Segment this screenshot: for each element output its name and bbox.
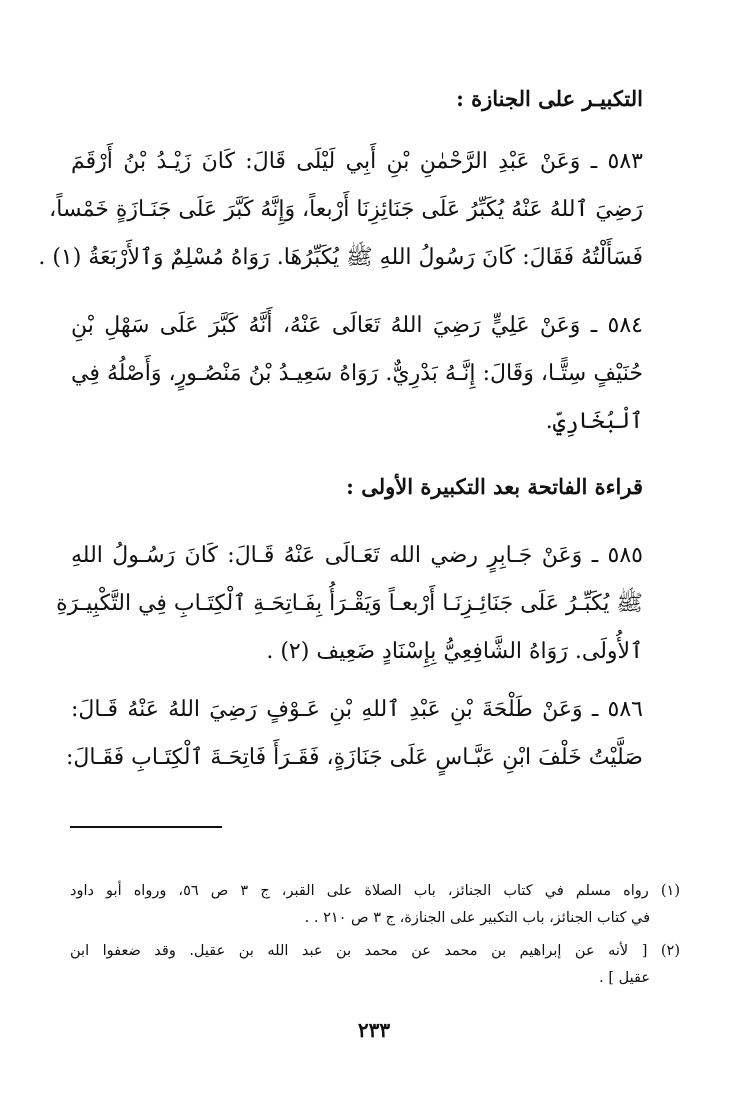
hadith-584	[71, 302, 643, 446]
hadith-585-line-3: ٱلأُولَى. رَوَاهُ الشَّافِعِيُّ بِإِسْنَادٍ ضَعِيف (٢) .	[266, 639, 643, 664]
hadith-584-line-1: ٥٨٤ ـ وَعَنْ عَلِيٍّ رَضِيَ اللهُ تَعَالَى عَنْهُ، أَنَّهُ كَبَّرَ عَلَى سَهْلِ بْنِ	[71, 313, 643, 338]
hadith-584-line-2: حُنَيْفٍ سِتًّـا، وَقَالَ: إِنَّـهُ بَدْرِيٌّ. رَوَاهُ سَعِيـدُ بْنُ مَنْصُـورٍ، وَأَصْلُهُ فِي	[71, 361, 643, 386]
hadith-583-line-3: فَسَأَلْتُهُ فَقَالَ: كَانَ رَسُولُ اللهِ ﷺ يُكَبِّرُهَا. رَوَاهُ مُسْلِمٌ وَٱلأَرْبَعَةُ (١) .	[38, 245, 643, 270]
hadith-585	[56, 532, 643, 676]
hadith-586-line-2: صَلَّيْتُ خَلْفَ ابْنِ عَبَّـاسٍ عَلَى جَنَازَةٍ، فَقَـرَأَ فَاتِحَـةَ ٱلْكِتَـابِ فَقَـالَ:	[65, 745, 643, 770]
hadith-585-line-1: ٥٨٥ ـ وَعَنْ جَـابِرٍ رضي الله تَعَـالَى عَنْهُ قَـالَ: كَانَ رَسُـولُ اللهِ	[71, 543, 643, 568]
section-heading-janaza-takbir: التكبيـر على الجنازة :	[456, 86, 643, 111]
hadith-583	[38, 138, 643, 282]
hadith-586	[65, 686, 643, 782]
footnote-separator	[70, 826, 222, 828]
hadith-584-line-3: ٱلْبُخَارِيِّ.	[545, 409, 643, 434]
footnotes	[70, 878, 680, 992]
footnote-1-line-1: (١) رواه مسلم في كتاب الجنائز، باب الصلاة على القبر، ج ٣ ص ٥٦، ورواه أبو داود	[70, 883, 680, 899]
hadith-583-line-2: رَضِيَ ٱللهُ عَنْهُ يُكَبِّرُ عَلَى جَنَائِزِنَا أَرْبعاً، وَإِنَّهُ كَبَّرَ عَلَى جَنَـازَةٍ خَمْساً،	[49, 197, 643, 222]
page-number: ٢٣٣	[357, 1018, 391, 1042]
hadith-586-line-1: ٥٨٦ ـ وَعَنْ طَلْحَةَ بْنِ عَبْدِ ٱللهِ بْنِ عَـوْفٍ رَضِيَ اللهُ عَنْهُ قَـالَ:	[71, 697, 643, 722]
hadith-583-line-1: ٥٨٣ ـ وَعَنْ عَبْدِ الرَّحْمٰنِ بْنِ أَبِي لَيْلَى قَالَ: كَانَ زَيْـدُ بْنُ أَرْقَمَ	[71, 149, 643, 174]
section-heading-fatiha: قراءة الفاتحة بعد التكبيرة الأولى :	[346, 474, 643, 499]
hadith-585-line-2: ﷺ يُكَبِّـرُ عَلَى جَنَائِـزِنَـا أَرْبعـاً وَيَقْـرَأُ بِفَـاتِحَـةِ ٱلْكِتَـابِ فِي التَّكْبِيـرَةِ	[56, 591, 643, 616]
footnote-2-line-1: (٢) [ لأنه عن إبراهيم بن محمد عن محمد بن عبد الله بن عقيل. وقد ضعفوا ابن	[70, 943, 680, 959]
footnote-2-line-2: عقيل ] .	[599, 970, 650, 986]
footnote-1-line-2: في كتاب الجنائز، باب التكبير على الجنازة، ج ٣ ص ٢١٠ . .	[304, 910, 650, 926]
